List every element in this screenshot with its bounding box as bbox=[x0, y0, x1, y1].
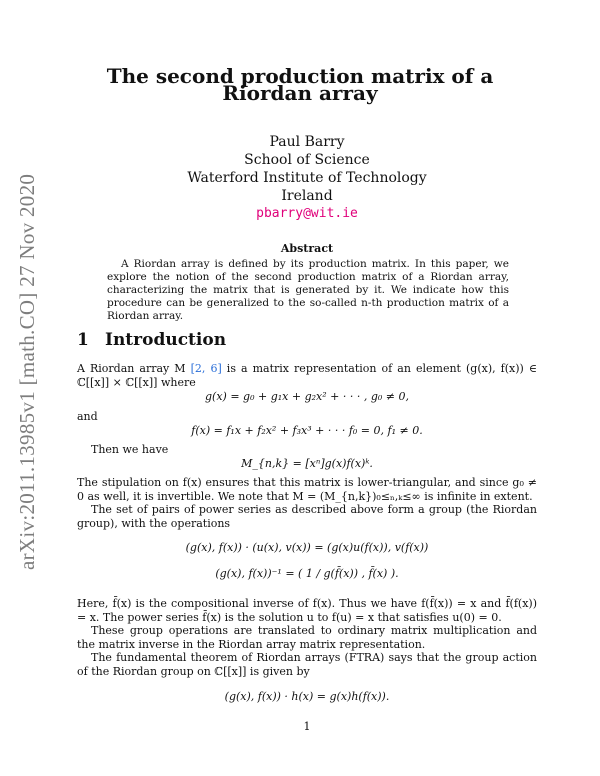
intro-paragraph-3 bbox=[77, 597, 537, 678]
equation-g: g(x) = g₀ + g₁x + g₂x² + · · · , g₀ ≠ 0, bbox=[205, 390, 409, 403]
operations-text: These group operations are translated to ordinary matrix multiplication and the matrix inverse in the Riordan array matrix representation. bbox=[77, 624, 537, 651]
ftra-text: The fundamental theorem of Riordan arrays (FTRA) says that the group action of the Riordan group on ℂ[[x]] is given by bbox=[77, 651, 537, 678]
equation-m: M_{n,k} = [xⁿ]g(x)f(x)ᵏ. bbox=[241, 457, 373, 470]
group-text: The set of pairs of power series as described above form a group (the Riordan group), with the operations bbox=[77, 503, 537, 530]
author-institute: Waterford Institute of Technology bbox=[187, 170, 427, 186]
section-number: 1 bbox=[77, 330, 89, 350]
intro-paragraph-2 bbox=[77, 476, 537, 530]
author-school: School of Science bbox=[244, 152, 370, 168]
section-title: Introduction bbox=[105, 330, 227, 350]
abstract-body bbox=[107, 258, 509, 323]
author-email[interactable]: pbarry@wit.ie bbox=[256, 206, 358, 221]
equation-ftra: (g(x), f(x)) · h(x) = g(x)h(f(x)). bbox=[224, 690, 390, 703]
equation-inverse: (g(x), f(x))⁻¹ = ( 1 / g(f̄(x)) , f̄(x) ). bbox=[215, 567, 399, 580]
then-text: Then we have bbox=[91, 443, 169, 456]
equation-product: (g(x), f(x)) · (u(x), v(x)) = (g(x)u(f(x)), v(f(x)) bbox=[185, 541, 429, 554]
intro-paragraph-1 bbox=[77, 362, 537, 389]
intro-text-a: A Riordan array M bbox=[77, 362, 191, 375]
page-number: 1 bbox=[303, 720, 311, 733]
paper-title: The second production matrix of a Riordan array bbox=[106, 64, 494, 105]
arxiv-sidebar-label: arXiv:2011.13985v1 [math.CO] 27 Nov 2020 bbox=[15, 173, 39, 570]
intro-text-b: is a matrix representation of an element (g(x), f(x)) ∈ ℂ[[x]] × ℂ[[x]] where bbox=[77, 362, 538, 389]
abstract-heading: Abstract bbox=[280, 242, 334, 255]
compositional-inverse-text: Here, f̄(x) is the compositional inverse of f(x). Thus we have f(f̄(x)) = x and f̄(f(x)) = x. The power series f̄(x) is the solution u to f(u) = x that satisfies u(0) = 0. bbox=[77, 597, 537, 624]
author-country: Ireland bbox=[281, 188, 333, 204]
abstract-text: A Riordan array is defined by its production matrix. In this paper, we explore the notion of the second production matrix of a Riordan array, characterizing the matrix that is generated by it. We indicate how this procedure can be generalized to the so-called n-th production matrix of a Riordan array. bbox=[107, 258, 509, 322]
author-name: Paul Barry bbox=[269, 134, 345, 150]
section-heading bbox=[77, 330, 226, 350]
equation-f: f(x) = f₁x + f₂x² + f₃x³ + · · · f₀ = 0, f₁ ≠ 0. bbox=[191, 424, 423, 437]
stipulation-text: The stipulation on f(x) ensures that this matrix is lower-triangular, and since g₀ ≠ 0 as well, it is invertible. We note that M = (M_{n,k})₀≤ₙ,ₖ≤∞ is infinite in extent. bbox=[77, 476, 537, 503]
and-text: and bbox=[77, 410, 98, 423]
citation-link[interactable]: [2, 6] bbox=[190, 362, 222, 375]
